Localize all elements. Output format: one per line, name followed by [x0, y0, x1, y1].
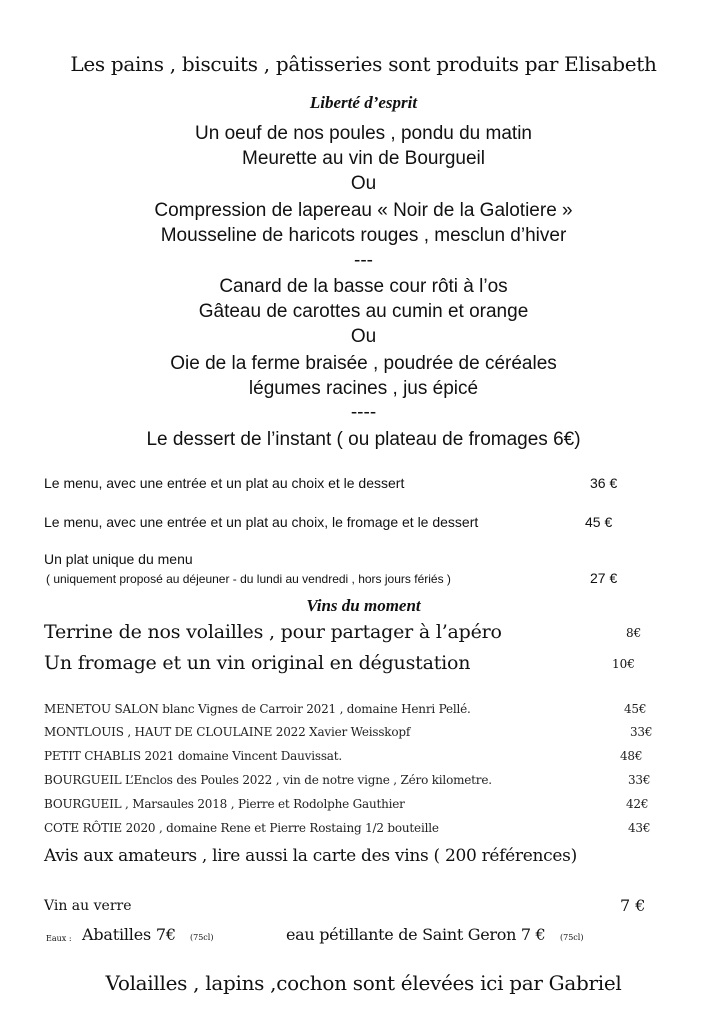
wine-label: COTE RÔTIE 2020 , domaine Rene et Pierre Rostaing 1/2 bouteille — [44, 821, 439, 835]
wine-label: MONTLOUIS , HAUT DE CLOULAINE 2022 Xavier Weisskopf — [44, 725, 411, 739]
saint-geron-label: eau pétillante de Saint Geron 7 € — [286, 925, 546, 944]
saint-geron-size: (75cl) — [560, 933, 584, 942]
special-label: Terrine de nos volailles , pour partager à l’apéro — [44, 621, 502, 643]
wine-price: 48€ — [620, 749, 643, 763]
menu-price-value: 45 € — [585, 514, 613, 530]
header-text: Les pains , biscuits , pâtisseries sont produits par Elisabeth — [70, 52, 657, 76]
plat-unique-price: 27 € — [590, 570, 618, 586]
menu-title: Liberté d’esprit — [309, 93, 418, 112]
eaux-prefix: Eaux : — [46, 934, 72, 943]
course-line: Gâteau de carottes au cumin et orange — [198, 301, 529, 322]
wine-price: 33€ — [630, 725, 653, 739]
course-line: Mousseline de haricots rouges , mesclun d’hiver — [160, 225, 567, 246]
abatilles-label: Abatilles 7€ — [82, 925, 176, 944]
course-separator: ---- — [350, 402, 377, 423]
wine-label: MENETOU SALON blanc Vignes de Carroir 2021 , domaine Henri Pellé. — [44, 702, 471, 716]
wine-label: BOURGUEIL , Marsaules 2018 , Pierre et Rodolphe Gauthier — [44, 797, 405, 811]
footer-text: Volailles , lapins ,cochon sont élevées ici par Gabriel — [105, 971, 622, 995]
course-separator: --- — [354, 250, 373, 271]
menu-price-label: Le menu, avec une entrée et un plat au choix et le dessert — [44, 475, 405, 491]
special-price: 8€ — [626, 626, 642, 640]
wine-label: PETIT CHABLIS 2021 domaine Vincent Dauvissat. — [44, 749, 342, 763]
abatilles-size: (75cl) — [190, 933, 214, 942]
plat-unique-label: Un plat unique du menu — [44, 551, 193, 567]
course-line: Ou — [350, 173, 377, 194]
wine-price: 33€ — [628, 773, 651, 787]
wines-title: Vins du moment — [306, 596, 421, 615]
amateurs-note: Avis aux amateurs , lire aussi la carte des vins ( 200 références) — [44, 846, 577, 866]
course-line: Compression de lapereau « Noir de la Galotiere » — [154, 200, 573, 221]
wine-label: BOURGUEIL L’Enclos des Poules 2022 , vin de notre vigne , Zéro kilometre. — [44, 773, 492, 787]
course-line: Oie de la ferme braisée , poudrée de céréales — [170, 353, 557, 374]
course-line: Un oeuf de nos poules , pondu du matin — [195, 123, 532, 144]
plat-unique-note: ( uniquement proposé au déjeuner - du lundi au vendredi , hors jours fériés ) — [46, 572, 451, 586]
special-price: 10€ — [612, 657, 635, 671]
wine-price: 45€ — [624, 702, 647, 716]
menu-price-label: Le menu, avec une entrée et un plat au choix, le fromage et le dessert — [44, 514, 479, 530]
vin-verre-price: 7 € — [620, 896, 646, 915]
menu-price-value: 36 € — [590, 475, 618, 491]
course-line: Le dessert de l’instant ( ou plateau de fromages 6€) — [146, 429, 581, 450]
wine-price: 43€ — [628, 821, 651, 835]
course-line: Ou — [350, 326, 377, 347]
course-line: Meurette au vin de Bourgueil — [242, 148, 485, 169]
course-line: légumes racines , jus épicé — [248, 378, 479, 399]
wine-price: 42€ — [626, 797, 649, 811]
course-line: Canard de la basse cour rôti à l’os — [219, 276, 508, 297]
vin-verre-label: Vin au verre — [44, 898, 132, 914]
special-label: Un fromage et un vin original en dégustation — [44, 652, 471, 674]
